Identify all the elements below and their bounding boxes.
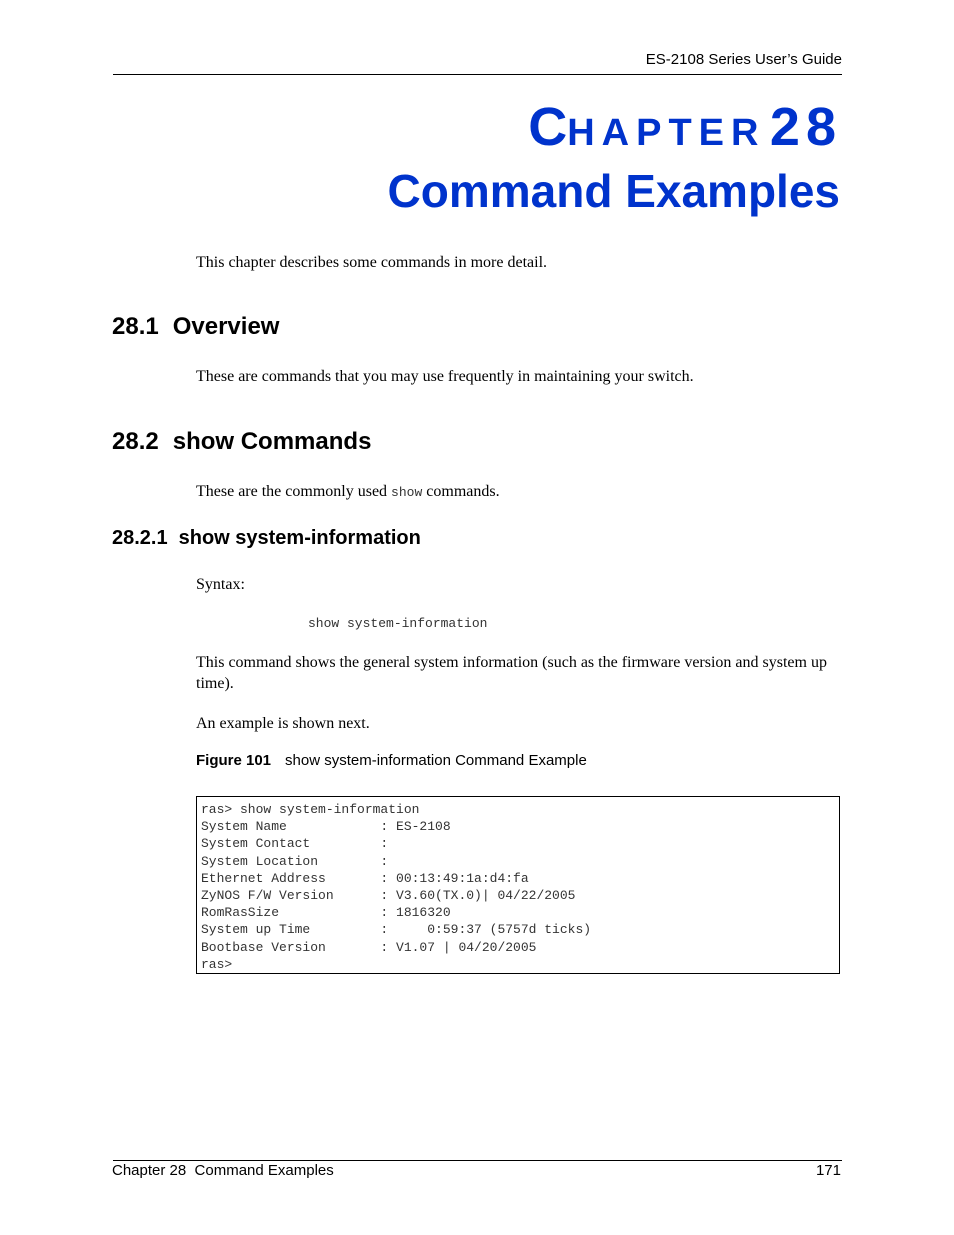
section-title: Overview bbox=[172, 313, 280, 340]
code-example-box bbox=[196, 796, 840, 974]
figure-caption bbox=[196, 752, 587, 769]
footer-chapter-ref: Chapter 28 Command Examples bbox=[112, 1162, 334, 1179]
section-heading-show-commands bbox=[112, 428, 371, 456]
code-line: System Name : ES-2108 bbox=[201, 819, 451, 835]
code-line: System Contact : bbox=[201, 836, 389, 852]
intro-paragraph: This chapter describes some commands in more detail. bbox=[196, 254, 548, 271]
subsection-number: 28.2.1 bbox=[112, 527, 168, 549]
section-heading-overview bbox=[112, 313, 279, 341]
code-line: ras> bbox=[201, 956, 233, 972]
chapter-label-rest: HAPTER bbox=[567, 112, 766, 154]
subsection-title: show system-information bbox=[178, 527, 421, 549]
section-title: show Commands bbox=[172, 428, 372, 455]
subsection-heading-show-system-information bbox=[112, 527, 421, 550]
section-number: 28.1 bbox=[112, 313, 159, 340]
chapter-label bbox=[528, 97, 842, 157]
syntax-code: show system-information bbox=[308, 616, 488, 631]
overview-paragraph: These are commands that you may use frequently in maintaining your switch. bbox=[196, 368, 694, 385]
header-rule bbox=[113, 74, 842, 75]
code-line: RomRasSize : 1816320 bbox=[201, 905, 451, 921]
inline-code: show bbox=[391, 485, 423, 500]
text-after: commands. bbox=[426, 483, 500, 500]
figure-label: Figure 101 bbox=[196, 752, 272, 769]
chapter-label-initial: C bbox=[528, 97, 568, 157]
code-line: ras> show system-information bbox=[201, 802, 420, 817]
footer-rule bbox=[113, 1160, 842, 1161]
chapter-title: Command Examples bbox=[387, 165, 840, 217]
show-commands-paragraph bbox=[196, 481, 836, 503]
chapter-number: 28 bbox=[769, 97, 842, 157]
code-line: System Location : bbox=[201, 853, 389, 869]
description-paragraph: This command shows the general system information (such as the firmware version and system up time). bbox=[196, 654, 827, 692]
guide-title: ES-2108 Series User’s Guide bbox=[645, 51, 842, 68]
code-line: ZyNOS F/W Version : V3.60(TX.0)| 04/22/2005 bbox=[201, 887, 576, 903]
syntax-label: Syntax: bbox=[196, 576, 245, 593]
section-number: 28.2 bbox=[112, 428, 159, 455]
figure-caption-text: show system-information Command Example bbox=[285, 752, 587, 769]
code-line: System up Time : 0:59:37 (5757d ticks) bbox=[201, 922, 592, 938]
text-before: These are the commonly used bbox=[196, 483, 388, 500]
example-intro: An example is shown next. bbox=[196, 715, 370, 732]
code-line: Bootbase Version : V1.07 | 04/20/2005 bbox=[201, 939, 537, 955]
code-line: Ethernet Address : 00:13:49:1a:d4:fa bbox=[201, 870, 529, 886]
page-number: 171 bbox=[815, 1162, 841, 1179]
